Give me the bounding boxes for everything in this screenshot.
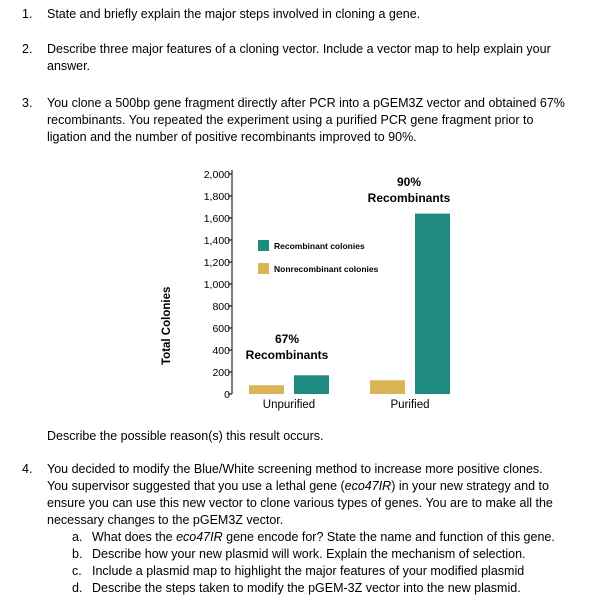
text-line [47,478,592,495]
subquestion-label: b. [72,547,83,561]
subquestion-d [72,580,592,597]
legend-label-nonrecombinant: Nonrecombinant colonies [274,264,379,274]
y-tick-label: 200 [212,367,230,379]
question-text [47,95,592,146]
annotation-purified-label: Recombinants [367,191,451,205]
text-span: You supervisor suggested that you use a lethal gene ( [47,479,345,493]
subquestion-a [72,529,592,546]
y-tick-label: 600 [212,323,230,335]
bar-unpurified-recombinant [294,375,329,394]
text-line: You decided to modify the Blue/White screening method to increase more positive clones. [47,462,543,476]
bar-purified-nonrecombinant [370,380,405,394]
legend-swatch-nonrecombinant [258,263,269,274]
y-tick-label: 1,000 [203,279,230,291]
y-tick-label: 400 [212,345,230,357]
colony-bar-chart [140,160,470,420]
subquestion-label: a. [72,530,83,544]
subquestion-label: d. [72,581,83,595]
question-number: 4. [22,462,33,476]
subquestion-c [72,563,592,580]
text-line: recombinants. You repeated the experiment using a purified PCR gene fragment prior to [47,113,534,127]
text-line: answer. [47,59,91,73]
y-tick-label: 1,200 [203,257,230,269]
subquestion-text: Describe how your new plasmid will work. Explain the mechanism of selection. [92,547,526,561]
text-line: You clone a 500bp gene fragment directly after PCR into a pGEM3Z vector and obtained 67% [47,96,565,110]
text-line: ensure you can use this new vector to clone various types of genes. You are to make all the [47,496,553,510]
question-number: 2. [22,42,33,56]
question-3 [22,95,592,146]
text-line: necessary changes to the pGEM3Z vector. [47,513,284,527]
text-span: What does the [92,530,177,544]
question-text [47,461,592,529]
subquestion-text: Describe the steps taken to modify the pGEM-3Z vector into the new plasmid. [92,581,521,595]
text-span: gene encode for? State the name and function of this gene. [222,530,555,544]
y-axis-label: Total Colonies [161,286,173,365]
y-axis-ticks [204,169,232,401]
chart-legend [258,240,379,274]
y-tick-label: 2,000 [203,169,230,181]
text-span: ) in your new strategy and to [391,479,549,493]
subquestion-b [72,546,592,563]
question-3-followup: Describe the possible reason(s) this result occurs. [47,429,324,443]
question-2 [22,41,592,75]
legend-swatch-recombinant [258,240,269,251]
text-line: Describe three major features of a cloning vector. Include a vector map to help explain your [47,42,551,56]
legend-label-recombinant: Recombinant colonies [274,241,365,251]
question-number: 1. [22,7,33,21]
y-tick-label: 1,600 [203,213,230,225]
bar-unpurified-nonrecombinant [249,385,284,394]
question-text [47,41,592,75]
annotation-purified-pct: 90% [396,175,422,189]
subquestion-text: Include a plasmid map to highlight the major features of your modified plasmid [92,564,525,578]
question-4 [22,461,592,529]
annotation-unpurified-label: Recombinants [245,348,329,362]
bar-purified-recombinant [415,214,450,394]
question-1 [22,6,592,23]
question-number: 3. [22,96,33,110]
y-tick-label: 0 [224,389,230,401]
subquestion-label: c. [72,564,82,578]
text-line: ligation and the number of positive recombinants improved to 90%. [47,130,417,144]
x-tick-label-purified: Purified [390,399,430,411]
y-tick-label: 1,800 [203,191,230,203]
x-tick-label-unpurified: Unpurified [262,399,316,411]
question-4-subquestions [22,529,592,597]
x-axis-labels [263,399,430,411]
y-tick-label: 1,400 [203,235,230,247]
gene-name: eco47IR [176,530,223,544]
question-text: State and briefly explain the major steps involved in cloning a gene. [47,7,421,21]
annotation-unpurified-pct: 67% [274,332,300,346]
y-tick-label: 800 [212,301,230,313]
chart-svg [140,160,470,420]
gene-name: eco47IR [344,479,392,493]
